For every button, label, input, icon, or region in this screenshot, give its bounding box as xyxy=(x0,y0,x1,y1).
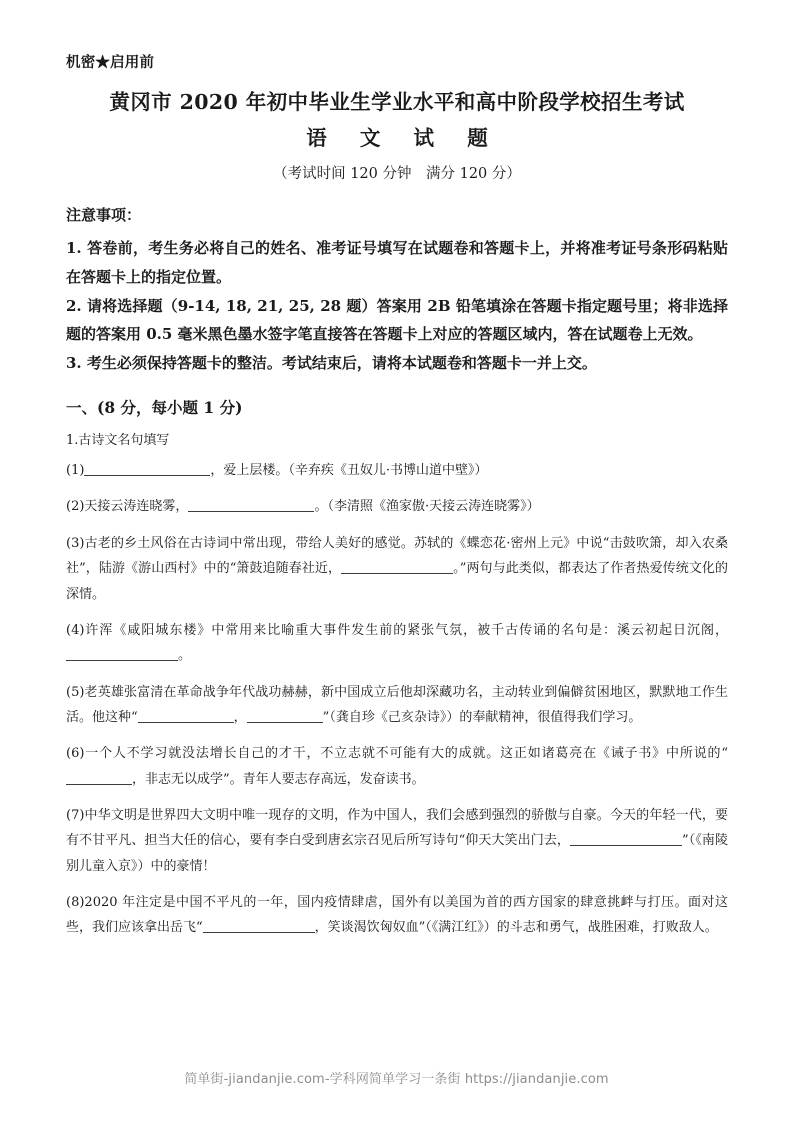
sub-question-5-text-after: ”（龚自珍《己亥杂诗》）的奉献精神，很值得我们学习。 xyxy=(322,709,642,725)
sub-question-3-text-after: 。”两句与此类似，都表达了作者热爱传统文化的深情。 xyxy=(66,561,728,602)
answer-blank[interactable] xyxy=(570,833,682,846)
sub-question-6-number: (6) xyxy=(66,746,85,762)
sub-question-3-number: (3) xyxy=(66,535,85,551)
exam-title: 黄冈市 2020 年初中毕业生学业水平和高中阶段学校招生考试 xyxy=(109,89,685,114)
answer-blank[interactable] xyxy=(203,920,315,933)
sub-question-7-number: (7) xyxy=(66,807,85,823)
answer-blank[interactable] xyxy=(66,648,178,661)
sub-question-4 xyxy=(66,618,728,669)
sub-question-7-text-before: 中华文明是世界四大文明中唯一现存的文明，作为中国人，我们会感到强烈的骄傲与自豪。今天的年轻一代，要有不甘平凡、担当大任的信心，要有李白受到唐玄宗召见后所写诗句“仰天大笑出门去， xyxy=(66,807,728,849)
footer-watermark: 简单街-jiandanjie.com-学科网简单学习一条街 https://jiandanjie.com xyxy=(184,1072,609,1087)
sub-question-6-text-after: ，非志无以成学”。青年人要志存高远，发奋读书。 xyxy=(132,771,425,787)
sub-question-1 xyxy=(66,458,728,483)
sub-question-3-text-before: 古老的乡土风俗在古诗词中常出现，带给人美好的感觉。苏轼的《蝶恋花·密州上元》中说“击鼓吹箫，却入农桑社”，陆游《游山西村》中的“箫鼓追随春社近， xyxy=(66,535,728,577)
answer-blank[interactable] xyxy=(138,710,234,723)
sub-question-3 xyxy=(66,531,728,607)
sub-question-5-text-before: 老英雄张富清在革命战争年代战功赫赫，新中国成立后他却深藏功名，主动转业到偏僻贫困地区，默默地工作生活。他这种“ xyxy=(66,684,728,725)
sub-question-5-number: (5) xyxy=(66,684,85,700)
sub-question-1-text: ，爱上层楼。（辛弃疾《丑奴儿·书博山道中壁》） xyxy=(210,463,488,479)
sub-question-5 xyxy=(66,680,728,731)
sub-question-6-text-before: 一个人不学习就没法增长自己的才干，不立志就不可能有大的成就。这正如诸葛亮在《诫子书》中所说的“ xyxy=(84,746,728,762)
sub-question-2-text-after: 。（李清照《渔家傲·天接云涛连晓雾》） xyxy=(314,499,540,515)
page-content xyxy=(66,52,728,952)
answer-blank[interactable] xyxy=(66,771,132,784)
sub-question-2-number: (2) xyxy=(66,499,85,515)
exam-time-and-score: （考试时间 120 分钟 满分 120 分） xyxy=(273,166,521,183)
secret-label: 机密★启用前 xyxy=(66,54,155,71)
sub-question-2 xyxy=(66,494,728,519)
answer-blank[interactable] xyxy=(341,561,453,574)
sub-question-5-text-mid: ， xyxy=(233,709,247,725)
question-1-title: 1.古诗文名句填写 xyxy=(66,432,170,448)
sub-question-4-text-after: 。 xyxy=(178,648,192,664)
sub-question-6 xyxy=(66,741,728,792)
sub-question-8-text-before: 2020 年注定是中国不平凡的一年，国内疫情肆虐，国外有以美国为首的西方国家的肆意挑衅与打压。面对这些，我们应该拿出岳飞“ xyxy=(66,894,728,936)
notice-item-2: 2. 请将选择题（9-14, 18, 21, 25, 28 题）答案用 2B 铅笔填涂在答题卡指定题号里；将非选择题的答案用 0.5 毫米黑色墨水签字笔直接答在答题卡上对应的答题区域内，答在试题卷上无效。 xyxy=(66,296,728,344)
answer-blank[interactable] xyxy=(247,710,323,723)
subject-title-text: 语 文 试 题 xyxy=(306,126,501,151)
notice-item-1: 1. 答卷前，考生务必将自己的姓名、准考证号填写在试题卷和答题卡上，并将准考证号条形码粘贴在答题卡上的指定位置。 xyxy=(66,238,728,286)
sub-question-4-number: (4) xyxy=(66,622,85,638)
section-one-heading: 一、(8 分，每小题 1 分) xyxy=(66,397,243,417)
sub-question-1-number: (1) xyxy=(66,463,85,479)
sub-question-8-text-after: ，笑谈渴饮匈奴血”（《满江红》）的斗志和勇气，战胜困难，打败敌人。 xyxy=(314,920,718,936)
sub-question-8 xyxy=(66,890,728,941)
subject-title xyxy=(66,123,728,154)
sub-question-7 xyxy=(66,803,728,879)
sub-question-2-text-before: 天接云涛连晓雾， xyxy=(84,499,189,515)
sub-question-4-text-before: 许浑《咸阳城东楼》中常用来比喻重大事件发生前的紧张气氛，被千古传诵的名句是：溪云初起日沉阁， xyxy=(84,622,728,638)
answer-blank[interactable] xyxy=(84,463,210,476)
answer-blank[interactable] xyxy=(188,499,314,512)
notice-item-3: 3. 考生必须保持答题卡的整洁。考试结束后，请将本试题卷和答题卡一并上交。 xyxy=(66,354,597,373)
sub-question-7-text-after: ”（《南陵别儿童入京》）中的豪情！ xyxy=(66,833,728,874)
notice-heading: 注意事项： xyxy=(66,205,142,224)
sub-question-8-number: (8) xyxy=(66,894,85,910)
